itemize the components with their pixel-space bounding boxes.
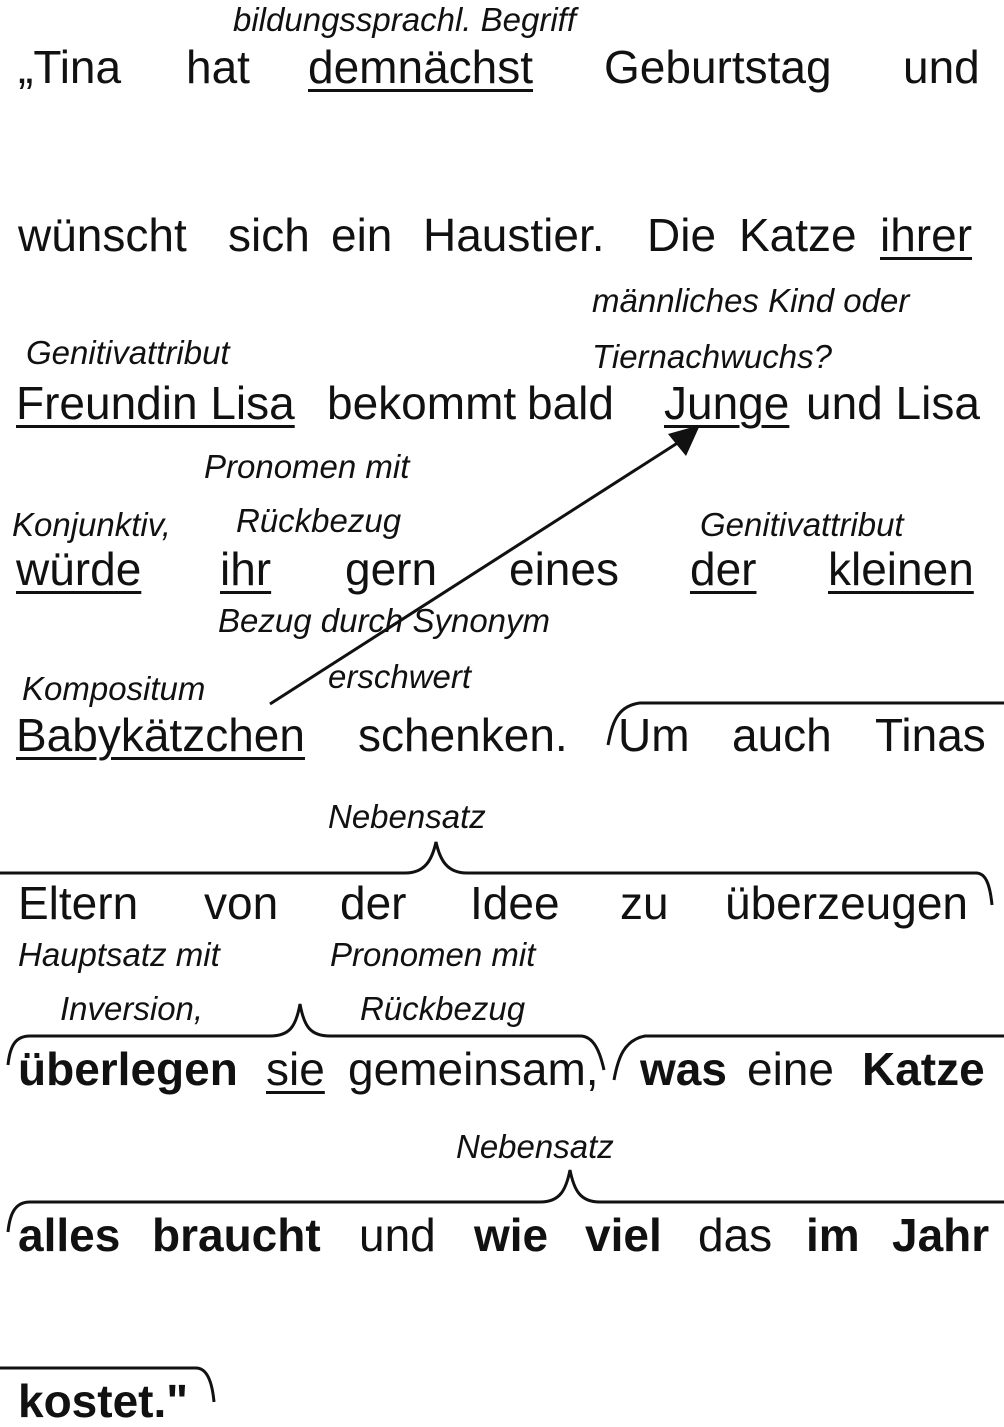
word-idee: Idee	[470, 877, 560, 929]
word-und-2: und	[359, 1209, 436, 1261]
word-haustier: Haustier.	[423, 209, 605, 261]
word-um: Um	[618, 709, 690, 761]
word-was: was	[640, 1043, 727, 1095]
word-und: und	[903, 41, 980, 93]
word-viel: viel	[585, 1209, 662, 1261]
annotation-erschwert: erschwert	[328, 658, 472, 695]
word-babykaetzchen: Babykätzchen	[16, 709, 305, 761]
hauptsatz-brace	[8, 1004, 604, 1070]
word-katze-2: Katze	[862, 1043, 985, 1095]
word-alles: alles	[18, 1209, 121, 1261]
word-schenken: schenken.	[358, 709, 568, 761]
annotation-bezug-synonym: Bezug durch Synonym	[218, 602, 551, 639]
annotation-kompositum: Kompositum	[22, 670, 206, 707]
word-kleinen: kleinen	[828, 543, 974, 595]
annotation-bildungssprachl: bildungssprachl. Begriff	[233, 1, 577, 38]
annotation-rueckbezug-1: Rückbezug	[236, 502, 402, 539]
word-eines: eines	[509, 543, 619, 595]
word-ueberzeugen: überzeugen	[725, 877, 968, 929]
word-sie: sie	[266, 1043, 325, 1095]
word-die: Die	[647, 209, 717, 261]
word-wuerde: würde	[16, 543, 142, 595]
word-kostet: kostet."	[18, 1375, 189, 1427]
annotation-hauptsatz-mit: Hauptsatz mit	[18, 936, 220, 973]
word-eine: eine	[747, 1043, 834, 1095]
annotation-nebensatz-1: Nebensatz	[328, 798, 486, 835]
nebensatz-1-open-bracket	[608, 703, 1004, 745]
word-junge: Junge	[664, 377, 790, 429]
word-wuenscht: wünscht	[18, 209, 187, 261]
nebensatz-2-brace	[8, 1170, 1004, 1232]
word-ein: ein	[331, 209, 393, 261]
word-sich: sich	[228, 209, 310, 261]
word-im: im	[806, 1209, 860, 1261]
annotation-pronomen-mit-1: Pronomen mit	[204, 448, 410, 485]
word-ueberlegen: überlegen	[18, 1043, 238, 1095]
annotation-rueckbezug-2: Rückbezug	[360, 990, 526, 1027]
annotation-pronomen-mit-2: Pronomen mit	[330, 936, 536, 973]
word-das: das	[698, 1209, 773, 1261]
word-hat: hat	[186, 41, 250, 93]
word-braucht: braucht	[152, 1209, 321, 1261]
word-der: der	[690, 543, 757, 595]
word-gern: gern	[345, 543, 438, 595]
annotation-nebensatz-2: Nebensatz	[456, 1128, 614, 1165]
word-eltern: Eltern	[18, 877, 139, 929]
synonym-arrow	[270, 435, 690, 704]
word-zu: zu	[620, 877, 669, 929]
word-bald: bald	[527, 377, 614, 429]
arrow-head	[668, 425, 700, 456]
word-tinas: Tinas	[875, 709, 986, 761]
word-jahr: Jahr	[892, 1209, 990, 1261]
word-von: von	[204, 877, 279, 929]
nebensatz-1-brace	[0, 842, 992, 905]
annotation-genitivattribut-2: Genitivattribut	[700, 506, 904, 543]
word-tina: „Tina	[18, 41, 122, 93]
word-wie: wie	[474, 1209, 549, 1261]
word-der-2: der	[340, 877, 407, 929]
word-ihr: ihr	[220, 543, 272, 595]
annotation-inversion: Inversion,	[60, 990, 204, 1027]
annotation-genitivattribut-1: Genitivattribut	[26, 334, 230, 371]
word-bekommt: bekommt	[327, 377, 517, 429]
annotation-tiernachwuchs: Tiernachwuchs?	[592, 338, 832, 375]
word-auch: auch	[732, 709, 832, 761]
word-demnaechst: demnächst	[308, 41, 534, 93]
nebensatz-2-open-bracket	[614, 1036, 1004, 1080]
word-ihrer: ihrer	[880, 209, 973, 261]
closing-bracket	[0, 1368, 214, 1402]
word-und-lisa: und Lisa	[806, 377, 980, 429]
word-gemeinsam: gemeinsam,	[348, 1043, 599, 1095]
annotation-maennliches-kind: männliches Kind oder	[592, 282, 910, 319]
annotation-konjunktiv: Konjunktiv,	[12, 506, 171, 543]
word-freundin-lisa: Freundin Lisa	[16, 377, 295, 429]
word-geburtstag: Geburtstag	[604, 41, 832, 93]
word-katze: Katze	[739, 209, 857, 261]
